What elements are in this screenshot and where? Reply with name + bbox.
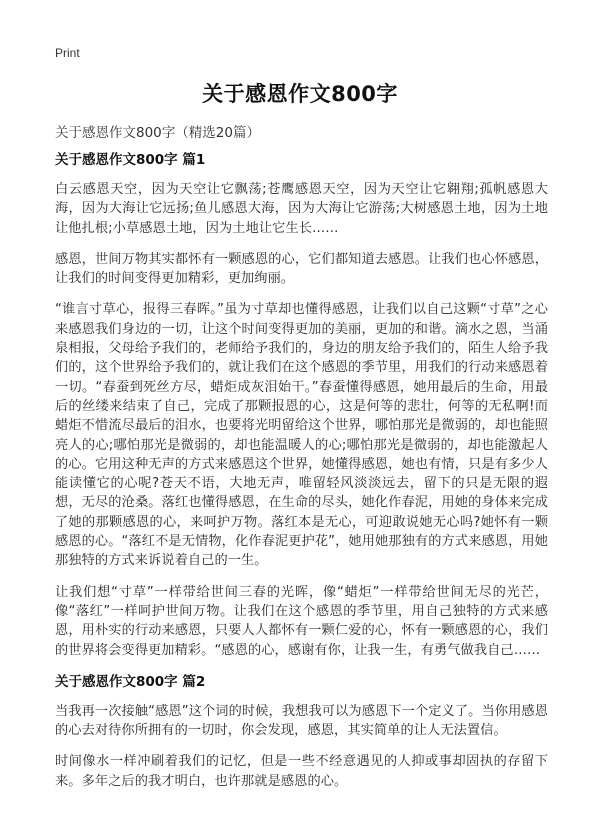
paragraph: “谁言寸草心，报得三春晖。”虽为寸草却也懂得感恩，让我们以自己这颗“寸草”之心来感恩我们身边的一切，让这个时间变得更加的美丽，更加的和谐。滴水之恩，当涌泉相报，父母给予我们的，老师给予我们的，身边的朋友给予我们的，陌生人给予我们的，这个世界给予我们的，就让我们在这个感恩的季节里，用我们的行动来感恩着一切。“春蚕到死丝方尽，蜡炬成灰泪始干。”春蚕懂得感恩，她用最后的生命，用最后的丝缕来结束了自己，完成了那颗报恩的心，这是何等的悲壮，何等的无私啊!而蜡炬不惜流尽最后的泪水，也要将光明留给这个世界，哪怕那光是微弱的，却也能照亮人的心;哪怕那光是微弱的，却也能温暖人的心;哪怕那光是微弱的，却也能激起人的心。它用这种无声的方式来感恩这个世界，她懂得感恩，她也有情，只是有多少人能读懂它的心呢?苍天不语，大地无声，唯留轻风淡淡远去，留下的只是无限的遐想，无尽的沧桑。落红也懂得感恩，在生命的尽头，她化作春泥，用她的身体来完成了她的那颗感恩的心，来呵护万物。落红本是无心，可迎敢说她无心吗?她怀有一颗感恩的心。“落红不是无情物，化作春泥更护花”，她用她那独有的方式来感恩，用她那独特的方式来诉说着自己的一生。 (55, 302, 548, 569)
paragraph: 当我再一次接触“感恩”这个词的时候，我想我可以为感恩下一个定义了。当你用感恩的心去对待你所拥有的一切时，你会发现，感恩，其实简单的让人无法置信。 (55, 703, 548, 739)
paragraph: 白云感恩天空，因为天空让它飘荡;苍鹰感恩天空，因为天空让它翱翔;孤帆感恩大海，因为大海让它远扬;鱼儿感恩大海，因为大海让它游荡;大树感恩土地，因为土地让他扎根;小草感恩土地，因为土地让它生长…… (55, 182, 548, 236)
section-2 (55, 672, 548, 791)
section-heading: 关于感恩作文800字 篇2 (55, 673, 206, 690)
article-body (55, 150, 548, 803)
section-1 (55, 150, 548, 660)
print-link[interactable]: Print (55, 46, 80, 60)
section-heading: 关于感恩作文800字 篇1 (55, 152, 206, 168)
paragraph: 感恩，世间万物其实都怀有一颗感恩的心，它们都知道去感恩。让我们也心怀感恩，让我们的时间变得更加精彩，更加绚丽。 (55, 251, 548, 287)
page-title: 关于感恩作文800字 (202, 82, 398, 106)
paragraph: 时间像水一样冲刷着我们的记忆，但是一些不经意遇见的人抑或事却固执的存留下来。多年之后的我才明白，也许那就是感恩的心。 (55, 754, 548, 789)
paragraph: 让我们想“寸草”一样带给世间三春的光晖，像“蜡炬”一样带给世间无尽的光芒，像“落红”一样呵护世间万物。让我们在这个感恩的季节里，用自己独特的方式来感恩，用朴实的行动来感恩，只要人人都怀有一颗仁爱的心，怀有一颗感恩的心，我们的世界将会变得更加精彩。“感恩的心，感谢有你，让我一生，有勇气做我自己…… (55, 584, 548, 658)
page-subtitle: 关于感恩作文800字（精选20篇） (55, 125, 260, 141)
